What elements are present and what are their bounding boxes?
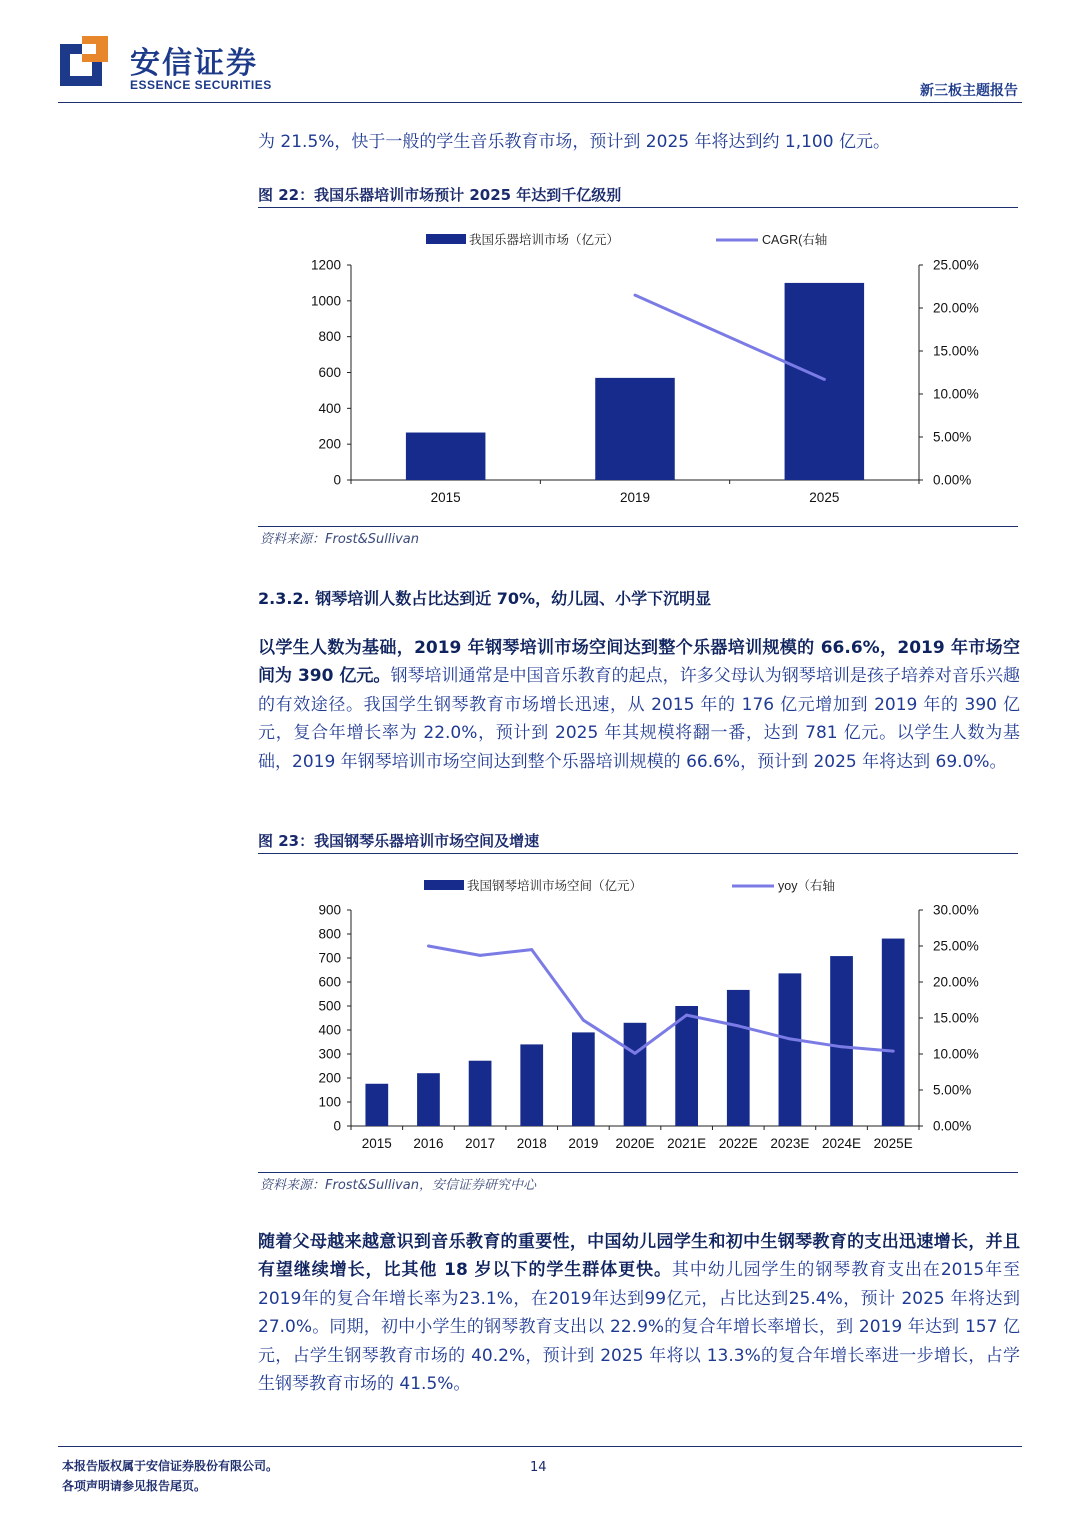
y-tick-label: 1200 bbox=[310, 257, 341, 273]
figure-23-title: 图 23：我国钢琴乐器培训市场空间及增速 bbox=[258, 832, 540, 850]
y2-tick-label: 15.00% bbox=[933, 1010, 979, 1026]
y2-tick-label: 5.00% bbox=[933, 429, 972, 445]
line-point-2024E bbox=[840, 1045, 843, 1048]
y2-tick-label: 25.00% bbox=[933, 938, 979, 954]
x-tick-label: 2025E bbox=[873, 1136, 913, 1151]
x-tick-label: 2016 bbox=[413, 1136, 444, 1151]
legend-bar-label: 我国乐器培训市场（亿元） bbox=[469, 233, 620, 247]
x-tick-label: 2017 bbox=[465, 1136, 496, 1151]
figure-22-title: 图 22：我国乐器培训市场预计 2025 年达到千亿级别 bbox=[258, 186, 622, 204]
bar-2023E bbox=[779, 973, 802, 1126]
bar-2020E bbox=[624, 1023, 647, 1126]
y-tick-label: 1000 bbox=[310, 293, 341, 309]
figure-23-top-rule bbox=[258, 853, 1018, 854]
y2-tick-label: 0.00% bbox=[933, 472, 972, 488]
y-tick-label: 600 bbox=[318, 365, 341, 380]
bar-2018 bbox=[520, 1044, 543, 1126]
y-tick-label: 800 bbox=[318, 926, 341, 942]
y2-tick-label: 20.00% bbox=[933, 300, 979, 316]
y-tick-label: 0 bbox=[333, 472, 341, 488]
line-point-2025E bbox=[892, 1050, 895, 1053]
legend-bar-swatch bbox=[424, 880, 464, 890]
bar-2024E bbox=[830, 956, 853, 1126]
legend-line-label: CAGR(右轴 bbox=[762, 233, 828, 247]
x-tick-label: 2025 bbox=[809, 490, 840, 505]
logo-mark-icon bbox=[60, 36, 110, 94]
paragraph-kindergarten-bold: 随着父母越来越意识到音乐教育的重要性，中国幼儿园学生和初中生钢琴教育的支出迅速增长，并且有望继续增长，比其他 18 岁以下的学生群体更快。 bbox=[258, 1232, 1020, 1281]
x-tick-label: 2024E bbox=[822, 1136, 862, 1151]
bar-2025 bbox=[785, 283, 865, 480]
legend-bar-swatch bbox=[426, 234, 466, 244]
y2-tick-label: 5.00% bbox=[933, 1082, 972, 1098]
line-point-2022E bbox=[737, 1024, 740, 1027]
chart-instrument-training-market bbox=[258, 210, 1020, 526]
y-tick-label: 400 bbox=[318, 1022, 341, 1038]
bar-2025E bbox=[882, 939, 905, 1126]
y2-tick-label: 10.00% bbox=[933, 386, 979, 402]
y-tick-label: 500 bbox=[318, 998, 341, 1014]
bar-2016 bbox=[417, 1073, 440, 1126]
bar-2015 bbox=[406, 433, 486, 480]
paragraph-kindergarten-rest: 其中幼儿园学生的钢琴教育支出在2015年至2019年的复合年增长率为23.1%，在2019年达到99亿元，占比达到25.4%，预计 2025 年将达到 27.0%。同期，初中小学生的钢琴教育支出以 22.9%的复合年增长率增长，到 2019 年达到 157 亿元，占学生钢琴教育市场的 40.2%，预计到 2025 年将以 13.3%的复合年增长率进一步增长，占学生钢琴教育市场的 41.5%。 bbox=[258, 1260, 1020, 1395]
line-point-2019 bbox=[582, 1019, 585, 1022]
bar-2019 bbox=[595, 378, 675, 480]
paragraph-piano-market-rest: 钢琴培训通常是中国音乐教育的起点，许多父母认为钢琴培训是孩子培养对音乐兴趣的有效途径。我国学生钢琴教育市场增长迅速，从 2015 年的 176 亿元增加到 2019 年的 390 亿元，复合年增长率为 22.0%，预计到 2025 年其规模将翻一番，达到 781 亿元。以学生人数为基础，2019 年钢琴培训市场空间达到整个乐器培训规模的 66.6%，预计到 2025 年将达到 69.0%。 bbox=[258, 666, 1020, 772]
company-logo bbox=[60, 36, 280, 100]
footer-notice: 各项声明请参见报告尾页。 bbox=[62, 1479, 207, 1493]
figure-22-bottom-rule bbox=[258, 526, 1018, 527]
figure-22-top-rule bbox=[258, 207, 1018, 208]
paragraph-intro: 为 21.5%，快于一般的学生音乐教育市场，预计到 2025 年将达到约 1,100 亿元。 bbox=[258, 132, 890, 152]
y-tick-label: 200 bbox=[318, 436, 341, 452]
y-tick-label: 200 bbox=[318, 1070, 341, 1086]
y-tick-label: 0 bbox=[333, 1118, 341, 1134]
y2-tick-label: 30.00% bbox=[933, 902, 979, 918]
section-title: 2.3.2. 钢琴培训人数占比达到近 70%，幼儿园、小学下沉明显 bbox=[258, 589, 712, 608]
figure-23-bottom-rule bbox=[258, 1172, 1018, 1173]
figure-23-source: 资料来源：Frost&Sullivan，安信证券研究中心 bbox=[260, 1178, 537, 1193]
y-tick-label: 800 bbox=[318, 329, 341, 345]
y-tick-label: 700 bbox=[318, 950, 341, 966]
line-point-2019 bbox=[634, 294, 637, 297]
bar-2021E bbox=[675, 1006, 698, 1126]
paragraph-piano-market bbox=[258, 634, 1020, 776]
y-tick-label: 400 bbox=[318, 400, 341, 416]
bar-2022E bbox=[727, 990, 750, 1126]
y2-tick-label: 0.00% bbox=[933, 1118, 972, 1134]
line-point-2017 bbox=[479, 954, 482, 957]
line-point-2023E bbox=[788, 1037, 791, 1040]
x-tick-label: 2015 bbox=[430, 490, 461, 505]
y-tick-label: 900 bbox=[318, 902, 341, 918]
y2-tick-label: 20.00% bbox=[933, 974, 979, 990]
x-tick-label: 2023E bbox=[770, 1136, 810, 1151]
chart-piano-training-market bbox=[258, 856, 1020, 1172]
paragraph-piano-market-bold: 以学生人数为基础，2019 年钢琴培训市场空间达到整个乐器培训规模的 66.6%，2019 年市场空间为 390 亿元。 bbox=[258, 638, 1020, 687]
bar-2017 bbox=[469, 1061, 492, 1126]
y-tick-label: 300 bbox=[318, 1046, 341, 1062]
series-line bbox=[429, 946, 894, 1053]
legend-line-label: yoy（右轴 bbox=[778, 879, 835, 893]
page-number: 14 bbox=[530, 1460, 547, 1475]
x-tick-label: 2021E bbox=[667, 1136, 707, 1151]
y2-tick-label: 25.00% bbox=[933, 257, 979, 273]
line-point-2018 bbox=[530, 948, 533, 951]
report-type: 新三板主题报告 bbox=[920, 83, 1018, 99]
figure-22-source: 资料来源：Frost&Sullivan bbox=[260, 532, 420, 547]
line-point-2016 bbox=[427, 945, 430, 948]
bar-2015 bbox=[365, 1084, 388, 1126]
legend-bar-label: 我国钢琴培训市场空间（亿元） bbox=[467, 879, 643, 893]
x-tick-label: 2018 bbox=[516, 1136, 547, 1151]
header-divider bbox=[58, 102, 1022, 103]
logo-chinese-name: 安信证券 bbox=[130, 46, 258, 81]
line-point-2021E bbox=[685, 1014, 688, 1017]
x-tick-label: 2019 bbox=[568, 1136, 599, 1151]
logo-english-name: ESSENCE SECURITIES bbox=[130, 78, 272, 92]
footer-copyright: 本报告版权属于安信证券股份有限公司。 bbox=[62, 1459, 279, 1473]
x-tick-label: 2022E bbox=[718, 1136, 758, 1151]
line-point-2020E bbox=[634, 1052, 637, 1055]
y-tick-label: 600 bbox=[318, 974, 341, 990]
footer-divider bbox=[58, 1446, 1022, 1447]
y2-tick-label: 10.00% bbox=[933, 1046, 979, 1062]
x-tick-label: 2020E bbox=[615, 1136, 655, 1151]
footer-disclaimer bbox=[62, 1456, 278, 1496]
x-tick-label: 2019 bbox=[619, 490, 651, 505]
y2-tick-label: 15.00% bbox=[933, 343, 979, 359]
line-point-2025 bbox=[823, 378, 826, 381]
y-tick-label: 100 bbox=[318, 1094, 341, 1110]
paragraph-kindergarten-primary bbox=[258, 1228, 1020, 1398]
x-tick-label: 2015 bbox=[361, 1136, 392, 1151]
bar-2019 bbox=[572, 1032, 595, 1126]
